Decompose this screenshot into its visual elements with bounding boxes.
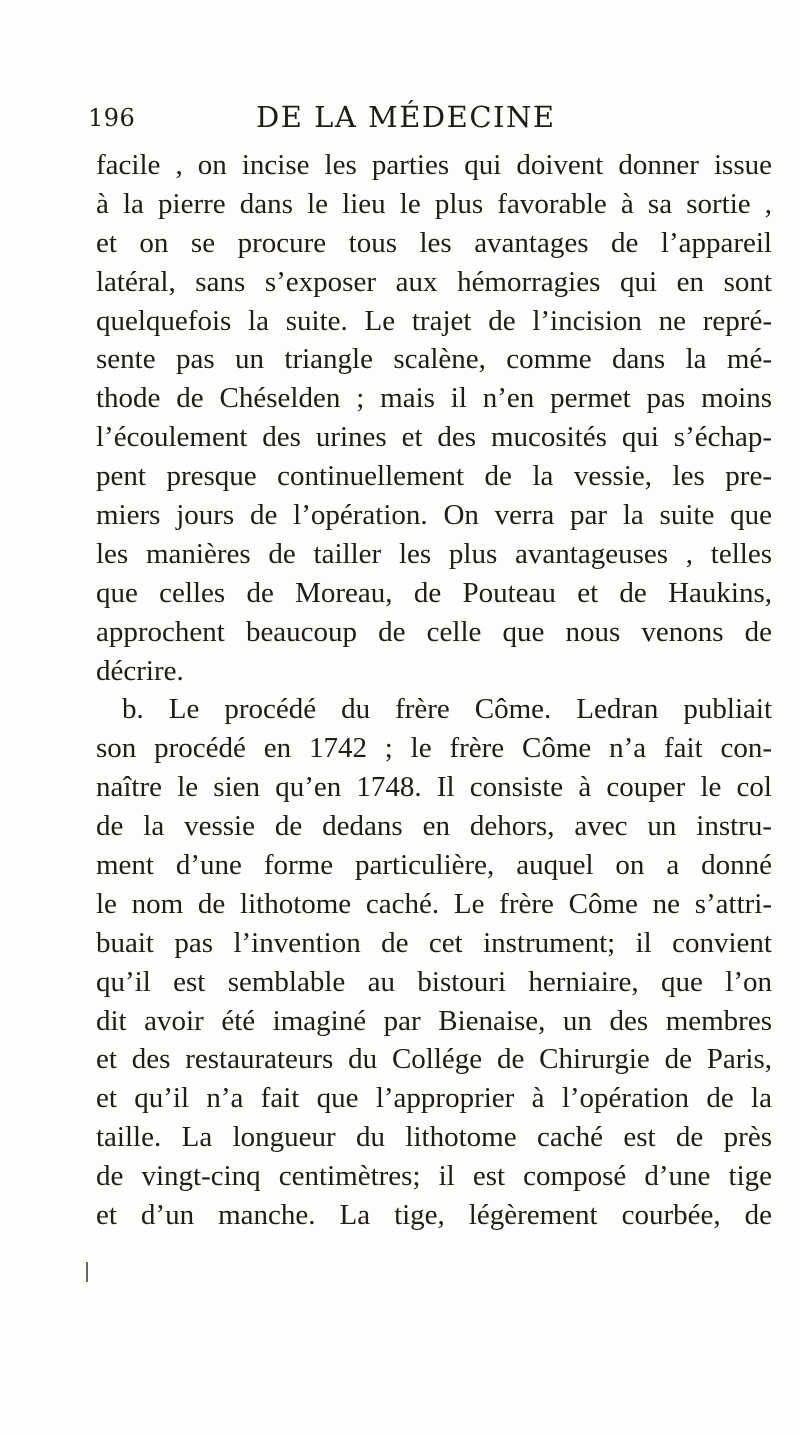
page-header (88, 100, 728, 140)
running-title: DE LA MÉDECINE (256, 100, 556, 134)
text-line: son procédé en 1742 ; le frère Côme n’a fait con- (96, 732, 772, 765)
text-line: que celles de Moreau, de Pouteau et de Haukins, (96, 576, 772, 609)
paragraph-start-line: b. Le procédé du frère Côme. Ledran publiait (122, 693, 772, 726)
text-line: thode de Chéselden ; mais il n’en permet pas moins (96, 382, 772, 415)
text-line: l’écoulement des urines et des mucosités qui s’échap- (96, 421, 772, 454)
text-line: miers jours de l’opération. On verra par la suite que (96, 499, 772, 532)
text-line: latéral, sans s’exposer aux hémorragies qui en sont (96, 265, 772, 298)
text-line: facile , on incise les parties qui doivent donner issue (96, 149, 772, 181)
paragraph-end-line: décrire. (96, 654, 184, 687)
text-line: à la pierre dans le lieu le plus favorable à sa sortie , (96, 187, 772, 220)
margin-mark (86, 1262, 88, 1282)
text-line: et on se procure tous les avantages de l’appareil (96, 226, 772, 259)
text-line: naître le sien qu’en 1748. Il consiste à couper le col (96, 771, 772, 804)
text-line: de vingt-cinq centimètres; il est composé d’une tige (96, 1160, 772, 1193)
text-line: pent presque continuellement de la vessie, les pre- (96, 460, 772, 493)
text-line: qu’il est semblable au bistouri herniaire, que l’on (96, 965, 772, 998)
text-line: approchent beaucoup de celle que nous venons de (96, 615, 772, 648)
body-text (96, 146, 772, 1235)
text-line: et des restaurateurs du Collége de Chirurgie de Paris, (96, 1043, 772, 1076)
text-line: taille. La longueur du lithotome caché est de près (96, 1121, 772, 1154)
page-number: 196 (88, 104, 136, 132)
text-line: les manières de tailler les plus avantageuses , telles (96, 537, 772, 570)
text-line: le nom de lithotome caché. Le frère Côme ne s’attri- (96, 887, 772, 920)
text-line: et d’un manche. La tige, légèrement courbée, de (96, 1199, 772, 1232)
text-line: quelquefois la suite. Le trajet de l’incision ne repré- (96, 304, 772, 337)
text-line: ment d’une forme particulière, auquel on a donné (96, 849, 772, 882)
text-line: dit avoir été imaginé par Bienaise, un des membres (96, 1004, 772, 1037)
text-line: de la vessie de dedans en dehors, avec un instru- (96, 810, 772, 843)
text-line: et qu’il n’a fait que l’approprier à l’opération de la (96, 1082, 772, 1115)
text-line: buait pas l’invention de cet instrument; il convient (96, 926, 772, 959)
text-line: sente pas un triangle scalène, comme dans la mé- (96, 343, 772, 376)
